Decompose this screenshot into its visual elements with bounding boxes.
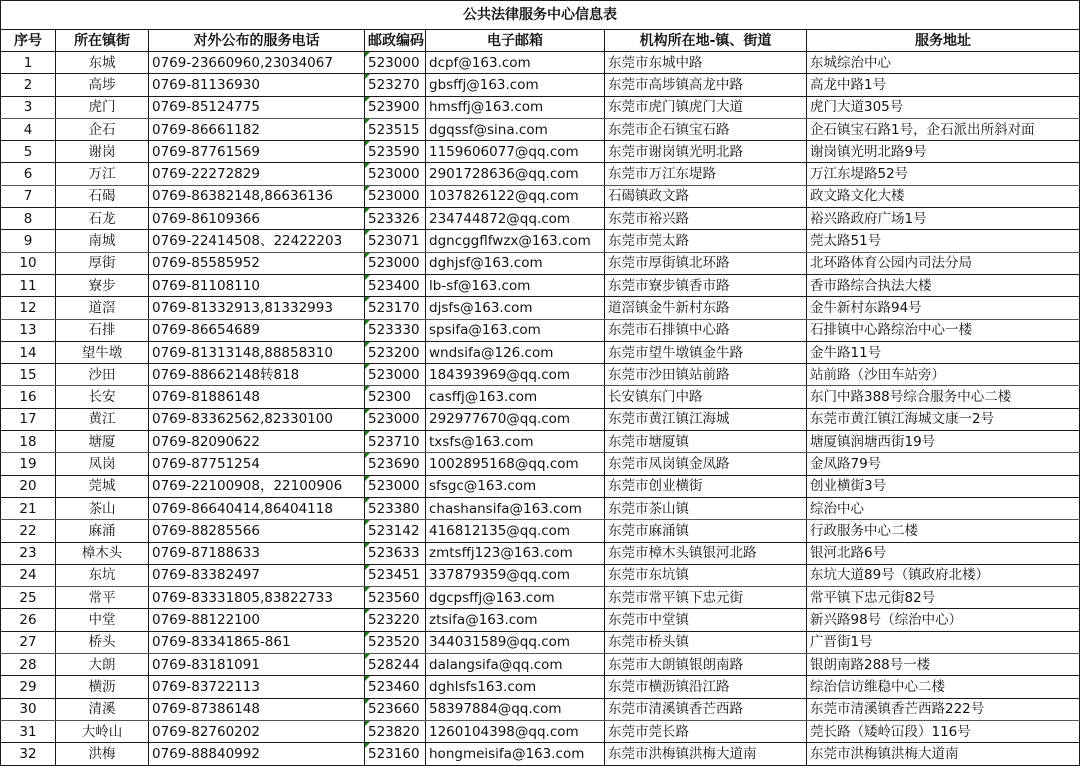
service-phone: 0769-23660960,23034067 [149,52,365,74]
service-phone: 0769-88840992 [149,743,365,765]
postal-code: 523000 [365,185,426,207]
header-email: 电子邮箱 [426,30,605,52]
institution-location: 东莞市莞长路 [605,720,807,742]
table-row [1,520,1080,542]
table-row [1,497,1080,519]
email-address: gbsffj@163.com [426,74,605,96]
row-number: 17 [1,408,56,430]
email-address: 1037826122@qq.com [426,185,605,207]
row-number: 6 [1,163,56,185]
postal-code: 523451 [365,564,426,586]
town-name: 茶山 [56,497,149,519]
town-name: 凤岗 [56,453,149,475]
row-number: 1 [1,52,56,74]
email-address: dgcpsffj@163.com [426,587,605,609]
town-name: 长安 [56,386,149,408]
postal-code: 523160 [365,743,426,765]
service-phone: 0769-83181091 [149,654,365,676]
postal-code: 523326 [365,208,426,230]
institution-location: 东莞市望牛墩镇金牛路 [605,341,807,363]
email-address: 337879359@qq.com [426,564,605,586]
service-address: 裕兴路政府广场1号 [807,208,1080,230]
email-address: dalangsifa@qq.com [426,654,605,676]
institution-location: 东莞市谢岗镇光明北路 [605,141,807,163]
service-phone: 0769-87188633 [149,542,365,564]
table-row [1,252,1080,274]
town-name: 南城 [56,230,149,252]
institution-location: 东莞市大朗镇银朗南路 [605,654,807,676]
town-name: 石排 [56,319,149,341]
row-number: 26 [1,609,56,631]
email-address: casffj@163.com [426,386,605,408]
row-number: 7 [1,185,56,207]
table-row [1,297,1080,319]
institution-location: 东莞市常平镇下忠元街 [605,587,807,609]
row-number: 9 [1,230,56,252]
town-name: 大朗 [56,654,149,676]
service-phone: 0769-22414508、22422203 [149,230,365,252]
service-phone: 0769-87751254 [149,453,365,475]
service-address: 金牛路11号 [807,341,1080,363]
institution-location: 东莞市麻涌镇 [605,520,807,542]
institution-location: 东莞市茶山镇 [605,497,807,519]
town-name: 麻涌 [56,520,149,542]
service-phone: 0769-22272829 [149,163,365,185]
title-row [1,1,1080,30]
service-phone: 0769-88122100 [149,609,365,631]
institution-location: 东莞市企石镇宝石路 [605,118,807,140]
service-address: 莞太路51号 [807,230,1080,252]
service-phone: 0769-83331805,83822733 [149,587,365,609]
row-number: 3 [1,96,56,118]
email-address: 1159606077@qq.com [426,141,605,163]
row-number: 19 [1,453,56,475]
table-row [1,118,1080,140]
service-phone: 0769-85124775 [149,96,365,118]
service-address: 东门中路388号综合服务中心二楼 [807,386,1080,408]
town-name: 寮步 [56,274,149,296]
town-name: 大岭山 [56,720,149,742]
service-phone: 0769-81108110 [149,274,365,296]
table-row [1,720,1080,742]
email-address: dcpf@163.com [426,52,605,74]
town-name: 沙田 [56,364,149,386]
table-row [1,96,1080,118]
row-number: 14 [1,341,56,363]
row-number: 23 [1,542,56,564]
town-name: 万江 [56,163,149,185]
table-row [1,453,1080,475]
institution-location: 东莞市横沥镇沿江路 [605,676,807,698]
service-address: 谢岗镇光明北路9号 [807,141,1080,163]
town-name: 望牛墩 [56,341,149,363]
service-address: 东城综治中心 [807,52,1080,74]
service-address: 银河北路6号 [807,542,1080,564]
row-number: 16 [1,386,56,408]
email-address: 1002895168@qq.com [426,453,605,475]
service-phone: 0769-83382497 [149,564,365,586]
postal-code: 52300 [365,386,426,408]
email-address: wndsifa@126.com [426,341,605,363]
email-address: sfsgc@163.com [426,475,605,497]
institution-location: 东莞市黄江镇江海城 [605,408,807,430]
institution-location: 东莞市裕兴路 [605,208,807,230]
institution-location: 东莞市洪梅镇洪梅大道南 [605,743,807,765]
header-zip: 邮政编码 [365,30,426,52]
town-name: 东坑 [56,564,149,586]
email-address: 234744872@qq.com [426,208,605,230]
postal-code: 523633 [365,542,426,564]
town-name: 横沥 [56,676,149,698]
service-phone: 0769-83341865-861 [149,631,365,653]
town-name: 黄江 [56,408,149,430]
institution-location: 东莞市寮步镇香市路 [605,274,807,296]
email-address: 1260104398@qq.com [426,720,605,742]
email-address: 292977670@qq.com [426,408,605,430]
row-number: 22 [1,520,56,542]
postal-code: 523690 [365,453,426,475]
table-row [1,408,1080,430]
postal-code: 523000 [365,52,426,74]
service-address: 北环路体育公园内司法分局 [807,252,1080,274]
postal-code: 523000 [365,364,426,386]
institution-location: 长安镇东门中路 [605,386,807,408]
row-number: 11 [1,274,56,296]
postal-code: 523000 [365,408,426,430]
table-row [1,564,1080,586]
email-address: dghjsf@163.com [426,252,605,274]
service-address: 综治中心 [807,497,1080,519]
service-address: 东莞市黄江镇江海城文康一2号 [807,408,1080,430]
email-address: 58397884@qq.com [426,698,605,720]
service-phone: 0769-82760202 [149,720,365,742]
email-address: 416812135@qq.com [426,520,605,542]
town-name: 道滘 [56,297,149,319]
service-phone: 0769-86640414,86404118 [149,497,365,519]
institution-location: 东莞市高埗镇高龙中路 [605,74,807,96]
table-row [1,676,1080,698]
table-row [1,141,1080,163]
table-row [1,386,1080,408]
header-town: 所在镇街 [56,30,149,52]
service-phone: 0769-83362562,82330100 [149,408,365,430]
email-address: ztsifa@163.com [426,609,605,631]
row-number: 24 [1,564,56,586]
service-address: 香市路综合执法大楼 [807,274,1080,296]
service-phone: 0769-83722113 [149,676,365,698]
postal-code: 523200 [365,341,426,363]
email-address: zmtsffj123@163.com [426,542,605,564]
institution-location: 东莞市万江东堤路 [605,163,807,185]
postal-code: 523220 [365,609,426,631]
service-address: 东莞市洪梅镇洪梅大道南 [807,743,1080,765]
service-address: 广晋街1号 [807,631,1080,653]
row-number: 25 [1,587,56,609]
email-address: chashansifa@163.com [426,497,605,519]
service-address: 东坑大道89号（镇政府北楼） [807,564,1080,586]
postal-code: 523071 [365,230,426,252]
table-row [1,654,1080,676]
postal-code: 523520 [365,631,426,653]
institution-location: 东莞市沙田镇站前路 [605,364,807,386]
row-number: 5 [1,141,56,163]
table-row [1,74,1080,96]
institution-location: 东莞市桥头镇 [605,631,807,653]
postal-code: 523270 [365,74,426,96]
service-phone: 0769-22100908，22100906 [149,475,365,497]
row-number: 29 [1,676,56,698]
row-number: 27 [1,631,56,653]
service-address: 企石镇宝石路1号，企石派出所斜对面 [807,118,1080,140]
table-row [1,185,1080,207]
service-phone: 0769-87761569 [149,141,365,163]
table-row [1,52,1080,74]
header-phone: 对外公布的服务电话 [149,30,365,52]
table-row [1,230,1080,252]
town-name: 厚街 [56,252,149,274]
service-phone: 0769-87386148 [149,698,365,720]
postal-code: 523460 [365,676,426,698]
row-number: 8 [1,208,56,230]
postal-code: 523000 [365,163,426,185]
email-address: dghlsfs163.com [426,676,605,698]
institution-location: 东莞市清溪镇香芒西路 [605,698,807,720]
institution-location: 东莞市凤岗镇金凤路 [605,453,807,475]
table-row [1,163,1080,185]
service-phone: 0769-88662148转818 [149,364,365,386]
town-name: 桥头 [56,631,149,653]
institution-location: 石碣镇政文路 [605,185,807,207]
town-name: 谢岗 [56,141,149,163]
table-row [1,631,1080,653]
row-number: 4 [1,118,56,140]
institution-location: 东莞市虎门镇虎门大道 [605,96,807,118]
table-row [1,542,1080,564]
header-num: 序号 [1,30,56,52]
service-address: 金牛新村东路94号 [807,297,1080,319]
town-name: 石碣 [56,185,149,207]
service-address: 常平镇下忠元街82号 [807,587,1080,609]
row-number: 18 [1,431,56,453]
town-name: 石龙 [56,208,149,230]
town-name: 东城 [56,52,149,74]
service-phone: 0769-88285566 [149,520,365,542]
service-phone: 0769-86654689 [149,319,365,341]
institution-location: 东莞市厚街镇北环路 [605,252,807,274]
postal-code: 523170 [365,297,426,319]
service-address: 金凤路79号 [807,453,1080,475]
table-row [1,274,1080,296]
service-address: 新兴路98号（综治中心） [807,609,1080,631]
email-address: dgncggflfwzx@163.com [426,230,605,252]
row-number: 30 [1,698,56,720]
table-row [1,208,1080,230]
service-address: 综治信访维稳中心二楼 [807,676,1080,698]
town-name: 中堂 [56,609,149,631]
institution-location: 道滘镇金牛新村东路 [605,297,807,319]
postal-code: 523000 [365,475,426,497]
email-address: hmsffj@163.com [426,96,605,118]
postal-code: 523000 [365,252,426,274]
service-phone: 0769-86661182 [149,118,365,140]
postal-code: 523515 [365,118,426,140]
header-row [1,30,1080,52]
row-number: 13 [1,319,56,341]
service-phone: 0769-86382148,86636136 [149,185,365,207]
row-number: 10 [1,252,56,274]
service-phone: 0769-81136930 [149,74,365,96]
service-address: 石排镇中心路综治中心一楼 [807,319,1080,341]
service-phone: 0769-86109366 [149,208,365,230]
service-address: 虎门大道305号 [807,96,1080,118]
row-number: 12 [1,297,56,319]
service-phone: 0769-81332913,81332993 [149,297,365,319]
town-name: 清溪 [56,698,149,720]
institution-location: 东莞市塘厦镇 [605,431,807,453]
institution-location: 东莞市樟木头镇银河北路 [605,542,807,564]
table-body [1,52,1080,766]
table-row [1,319,1080,341]
email-address: 184393969@qq.com [426,364,605,386]
email-address: 2901728636@qq.com [426,163,605,185]
institution-location: 东莞市创业横街 [605,475,807,497]
table-row [1,587,1080,609]
row-number: 15 [1,364,56,386]
service-address: 政文路文化大楼 [807,185,1080,207]
town-name: 洪梅 [56,743,149,765]
institution-location: 东莞市东城中路 [605,52,807,74]
service-address: 塘厦镇润塘西街19号 [807,431,1080,453]
row-number: 28 [1,654,56,676]
email-address: dgqssf@sina.com [426,118,605,140]
service-phone: 0769-85585952 [149,252,365,274]
table-row [1,431,1080,453]
town-name: 常平 [56,587,149,609]
service-address: 东莞市清溪镇香芒西路222号 [807,698,1080,720]
service-address: 站前路（沙田车站旁） [807,364,1080,386]
row-number: 21 [1,497,56,519]
table-row [1,743,1080,765]
town-name: 虎门 [56,96,149,118]
postal-code: 523710 [365,431,426,453]
table-row [1,609,1080,631]
row-number: 32 [1,743,56,765]
table-row [1,698,1080,720]
town-name: 高埗 [56,74,149,96]
row-number: 31 [1,720,56,742]
postal-code: 523660 [365,698,426,720]
postal-code: 523900 [365,96,426,118]
postal-code: 523142 [365,520,426,542]
postal-code: 523560 [365,587,426,609]
service-phone: 0769-81313148,88858310 [149,341,365,363]
institution-location: 东莞市中堂镇 [605,609,807,631]
town-name: 企石 [56,118,149,140]
postal-code: 523380 [365,497,426,519]
institution-location: 东莞市石排镇中心路 [605,319,807,341]
service-address: 高龙中路1号 [807,74,1080,96]
email-address: spsifa@163.com [426,319,605,341]
header-location: 机构所在地-镇、街道 [605,30,807,52]
email-address: hongmeisifa@163.com [426,743,605,765]
service-address: 银朗南路288号一楼 [807,654,1080,676]
row-number: 20 [1,475,56,497]
service-address: 莞长路（矮岭冚段）116号 [807,720,1080,742]
service-phone: 0769-82090622 [149,431,365,453]
postal-code: 528244 [365,654,426,676]
header-address: 服务地址 [807,30,1080,52]
institution-location: 东莞市莞太路 [605,230,807,252]
service-phone: 0769-81886148 [149,386,365,408]
email-address: lb-sf@163.com [426,274,605,296]
table-row [1,475,1080,497]
email-address: 344031589@qq.com [426,631,605,653]
service-address: 万江东堤路52号 [807,163,1080,185]
postal-code: 523820 [365,720,426,742]
table-title: 公共法律服务中心信息表 [1,1,1080,30]
table-row [1,341,1080,363]
table-row [1,364,1080,386]
row-number: 2 [1,74,56,96]
postal-code: 523330 [365,319,426,341]
email-address: txsfs@163.com [426,431,605,453]
institution-location: 东莞市东坑镇 [605,564,807,586]
service-address: 创业横街3号 [807,475,1080,497]
town-name: 樟木头 [56,542,149,564]
email-address: djsfs@163.com [426,297,605,319]
postal-code: 523400 [365,274,426,296]
service-address: 行政服务中心二楼 [807,520,1080,542]
town-name: 塘厦 [56,431,149,453]
postal-code: 523590 [365,141,426,163]
town-name: 莞城 [56,475,149,497]
